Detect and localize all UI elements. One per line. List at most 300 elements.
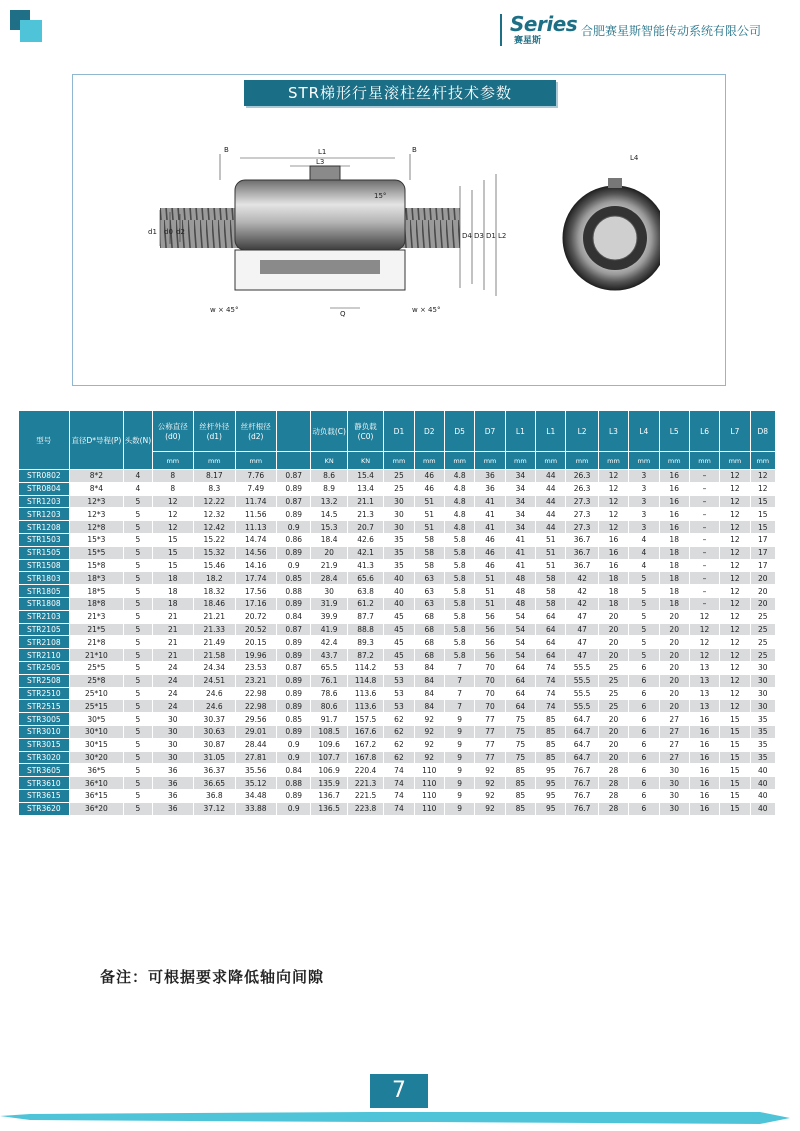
unit-cell: mm: [720, 452, 750, 470]
table-row: [19, 764, 776, 777]
table-cell: 18.32: [194, 585, 235, 598]
table-cell: 85: [505, 764, 535, 777]
table-cell: 9: [444, 738, 474, 751]
table-cell: 36.7: [566, 546, 598, 559]
table-cell: 42.4: [311, 636, 347, 649]
table-cell: 45: [384, 649, 414, 662]
model-cell: STR3015: [19, 738, 70, 751]
table-cell: 14.16: [235, 559, 276, 572]
table-cell: 35: [750, 738, 775, 751]
table-cell: 24: [152, 674, 193, 687]
table-cell: 0.88: [277, 585, 311, 598]
table-cell: 19.96: [235, 649, 276, 662]
table-cell: 21.33: [194, 623, 235, 636]
model-cell: STR3005: [19, 713, 70, 726]
table-row: [19, 508, 776, 521]
table-cell: 18: [659, 559, 689, 572]
table-cell: 5: [124, 802, 152, 815]
table-cell: 61.2: [347, 597, 383, 610]
table-cell: 64: [505, 700, 535, 713]
table-cell: 92: [475, 802, 505, 815]
table-cell: 64: [505, 674, 535, 687]
table-cell: 0.9: [277, 559, 311, 572]
table-cell: 25: [384, 470, 414, 483]
table-cell: 8.9: [311, 482, 347, 495]
table-cell: 30.87: [194, 738, 235, 751]
table-cell: 12: [720, 623, 750, 636]
table-cell: 21.21: [194, 610, 235, 623]
table-row: [19, 546, 776, 559]
table-cell: 8.17: [194, 470, 235, 483]
table-cell: 44: [536, 495, 566, 508]
table-cell: 3: [629, 508, 659, 521]
table-cell: 70: [475, 674, 505, 687]
label-l1: L1: [318, 148, 327, 156]
table-cell: 29.01: [235, 725, 276, 738]
table-cell: 30: [311, 585, 347, 598]
table-cell: 0.89: [277, 649, 311, 662]
table-cell: 5: [124, 661, 152, 674]
unit-cell: KN: [311, 452, 347, 470]
table-cell: 21: [152, 623, 193, 636]
table-cell: 54: [505, 636, 535, 649]
table-cell: 55.5: [566, 674, 598, 687]
table-cell: –: [689, 495, 719, 508]
table-cell: 167.8: [347, 751, 383, 764]
model-cell: STR2515: [19, 700, 70, 713]
table-cell: 4.8: [444, 482, 474, 495]
col-header: L6: [689, 411, 719, 452]
table-cell: 24.6: [194, 687, 235, 700]
col-header: D1: [384, 411, 414, 452]
table-cell: 16: [689, 713, 719, 726]
table-cell: 70: [475, 661, 505, 674]
model-cell: STR1508: [19, 559, 70, 572]
col-header: L5: [659, 411, 689, 452]
model-cell: STR1808: [19, 597, 70, 610]
col-header: D8: [750, 411, 775, 452]
table-cell: 76.1: [311, 674, 347, 687]
table-cell: 30: [152, 713, 193, 726]
table-cell: 89.3: [347, 636, 383, 649]
table-cell: 51: [475, 597, 505, 610]
table-cell: 20: [598, 738, 628, 751]
table-cell: 58: [536, 597, 566, 610]
table-cell: 16: [689, 738, 719, 751]
table-cell: 74: [384, 789, 414, 802]
table-cell: 36*15: [69, 789, 124, 802]
table-cell: 0.89: [277, 700, 311, 713]
unit-cell: mm: [235, 452, 276, 470]
table-row: [19, 789, 776, 802]
table-cell: 0.88: [277, 777, 311, 790]
table-cell: 41: [475, 508, 505, 521]
table-cell: 30: [152, 738, 193, 751]
table-cell: 87.7: [347, 610, 383, 623]
table-cell: 16: [659, 521, 689, 534]
model-cell: STR1208: [19, 521, 70, 534]
table-cell: 58: [414, 533, 444, 546]
table-cell: 31.05: [194, 751, 235, 764]
table-row: [19, 802, 776, 815]
col-header: 动负载(C): [311, 411, 347, 452]
table-cell: 9: [444, 725, 474, 738]
table-cell: 12: [152, 521, 193, 534]
table-cell: 47: [566, 649, 598, 662]
table-cell: 5: [124, 597, 152, 610]
table-cell: 9: [444, 777, 474, 790]
model-cell: STR3610: [19, 777, 70, 790]
table-cell: 25*10: [69, 687, 124, 700]
table-cell: 55.5: [566, 661, 598, 674]
table-cell: 9: [444, 764, 474, 777]
table-cell: 51: [536, 559, 566, 572]
table-cell: 30: [750, 661, 775, 674]
model-cell: STR1805: [19, 585, 70, 598]
unit-cell: mm: [414, 452, 444, 470]
table-cell: 30: [659, 789, 689, 802]
table-cell: 0.87: [277, 623, 311, 636]
table-cell: 8.3: [194, 482, 235, 495]
table-cell: 30: [384, 495, 414, 508]
table-cell: 27.3: [566, 495, 598, 508]
table-cell: 40: [750, 777, 775, 790]
table-cell: 5: [124, 533, 152, 546]
unit-cell: mm: [444, 452, 474, 470]
table-cell: 12: [689, 623, 719, 636]
table-cell: 20: [598, 649, 628, 662]
table-cell: 8.6: [311, 470, 347, 483]
label-d0: d0: [164, 228, 173, 236]
table-cell: 34.48: [235, 789, 276, 802]
table-cell: 41: [475, 521, 505, 534]
table-cell: 6: [629, 764, 659, 777]
table-row: [19, 623, 776, 636]
table-cell: 0.89: [277, 597, 311, 610]
table-cell: 14.74: [235, 533, 276, 546]
table-cell: 0.85: [277, 572, 311, 585]
table-cell: 30: [152, 725, 193, 738]
table-cell: 5.8: [444, 585, 474, 598]
model-cell: STR3620: [19, 802, 70, 815]
table-cell: 20.72: [235, 610, 276, 623]
table-cell: –: [689, 533, 719, 546]
table-cell: 18.2: [194, 572, 235, 585]
brand-header: [500, 12, 800, 48]
table-cell: 48: [505, 585, 535, 598]
table-cell: 18*3: [69, 572, 124, 585]
page-number: 7: [370, 1074, 428, 1108]
table-cell: 36*20: [69, 802, 124, 815]
table-cell: 46: [475, 533, 505, 546]
table-cell: 77: [475, 713, 505, 726]
table-cell: 65.6: [347, 572, 383, 585]
table-cell: 56: [475, 623, 505, 636]
model-cell: STR2103: [19, 610, 70, 623]
unit-cell: mm: [750, 452, 775, 470]
col-header: D7: [475, 411, 505, 452]
table-cell: 20: [659, 700, 689, 713]
table-row: [19, 674, 776, 687]
table-cell: 85: [536, 725, 566, 738]
table-cell: 24: [152, 687, 193, 700]
table-cell: 58: [414, 546, 444, 559]
table-cell: 8*4: [69, 482, 124, 495]
table-cell: 51: [414, 495, 444, 508]
table-cell: 7: [444, 687, 474, 700]
table-cell: 68: [414, 623, 444, 636]
unit-cell: mm: [536, 452, 566, 470]
unit-cell: mm: [505, 452, 535, 470]
table-cell: 6: [629, 802, 659, 815]
table-cell: 135.9: [311, 777, 347, 790]
table-cell: 12.42: [194, 521, 235, 534]
label-w45-right: w × 45°: [412, 306, 441, 314]
table-cell: 20: [659, 636, 689, 649]
table-cell: 15.4: [347, 470, 383, 483]
table-cell: 12: [720, 597, 750, 610]
table-cell: 220.4: [347, 764, 383, 777]
unit-cell: mm: [194, 452, 235, 470]
table-cell: 25: [598, 687, 628, 700]
label-b-right: B: [412, 146, 417, 154]
table-cell: 13: [689, 700, 719, 713]
table-cell: 62: [384, 725, 414, 738]
table-cell: 15.32: [194, 546, 235, 559]
table-cell: 12: [720, 674, 750, 687]
table-cell: 51: [414, 521, 444, 534]
table-cell: 11.56: [235, 508, 276, 521]
table-cell: 36*5: [69, 764, 124, 777]
table-cell: 221.3: [347, 777, 383, 790]
table-cell: 12.32: [194, 508, 235, 521]
table-cell: 40: [750, 802, 775, 815]
table-row: [19, 572, 776, 585]
table-cell: 30: [659, 802, 689, 815]
model-cell: STR2508: [19, 674, 70, 687]
table-cell: 12: [598, 508, 628, 521]
table-cell: 85: [536, 751, 566, 764]
table-cell: 15: [720, 738, 750, 751]
table-cell: 18: [152, 585, 193, 598]
table-cell: 47: [566, 623, 598, 636]
table-cell: 92: [414, 713, 444, 726]
table-cell: 22.98: [235, 687, 276, 700]
table-cell: 0.9: [277, 802, 311, 815]
table-cell: 12: [720, 700, 750, 713]
table-cell: 34: [505, 470, 535, 483]
table-cell: 5: [124, 789, 152, 802]
table-cell: 0.9: [277, 521, 311, 534]
table-cell: 25: [598, 661, 628, 674]
table-cell: 92: [414, 738, 444, 751]
table-row: [19, 610, 776, 623]
table-cell: 28: [598, 764, 628, 777]
table-cell: 5: [124, 559, 152, 572]
table-cell: 20: [598, 713, 628, 726]
table-cell: 15: [720, 802, 750, 815]
table-cell: 76.7: [566, 764, 598, 777]
table-cell: 11.13: [235, 521, 276, 534]
model-cell: STR1803: [19, 572, 70, 585]
table-cell: 20: [750, 585, 775, 598]
table-cell: 13: [689, 674, 719, 687]
table-cell: 167.2: [347, 738, 383, 751]
table-cell: 114.8: [347, 674, 383, 687]
table-cell: 5.8: [444, 623, 474, 636]
table-cell: 21: [152, 636, 193, 649]
table-cell: 17: [750, 559, 775, 572]
table-cell: 20: [598, 725, 628, 738]
table-row: [19, 495, 776, 508]
table-cell: 46: [414, 470, 444, 483]
table-cell: 54: [505, 610, 535, 623]
table-cell: 55.5: [566, 687, 598, 700]
table-cell: 24.34: [194, 661, 235, 674]
table-row: [19, 713, 776, 726]
table-cell: 5.8: [444, 559, 474, 572]
table-cell: 70: [475, 687, 505, 700]
table-cell: 12: [750, 482, 775, 495]
table-cell: 27.81: [235, 751, 276, 764]
unit-cell: mm: [566, 452, 598, 470]
table-cell: 64: [536, 623, 566, 636]
table-cell: 85: [505, 802, 535, 815]
table-cell: 41: [505, 533, 535, 546]
table-cell: 43.7: [311, 649, 347, 662]
table-cell: 5: [124, 495, 152, 508]
table-cell: 0.89: [277, 508, 311, 521]
table-cell: 5: [124, 623, 152, 636]
table-cell: 12: [689, 636, 719, 649]
table-cell: 56: [475, 610, 505, 623]
table-cell: 21.58: [194, 649, 235, 662]
table-cell: 5: [629, 610, 659, 623]
table-cell: 15: [152, 546, 193, 559]
table-cell: 30*10: [69, 725, 124, 738]
table-cell: 30*5: [69, 713, 124, 726]
table-cell: 74: [536, 700, 566, 713]
table-cell: 20: [598, 751, 628, 764]
table-cell: 35.12: [235, 777, 276, 790]
table-cell: 21*10: [69, 649, 124, 662]
table-cell: 46: [414, 482, 444, 495]
col-header: 丝杆根径(d2): [235, 411, 276, 452]
table-cell: 18.46: [194, 597, 235, 610]
table-cell: 56: [475, 636, 505, 649]
table-cell: 55.5: [566, 700, 598, 713]
table-cell: 68: [414, 610, 444, 623]
table-cell: 47: [566, 610, 598, 623]
table-cell: 16: [598, 546, 628, 559]
label-L2: L2: [498, 232, 507, 240]
model-cell: STR0802: [19, 470, 70, 483]
col-header: 丝杆外径(d1): [194, 411, 235, 452]
company-name: 合肥赛星斯智能传动系统有限公司: [581, 24, 762, 38]
table-cell: 22.98: [235, 700, 276, 713]
table-cell: 0.89: [277, 482, 311, 495]
model-cell: STR3020: [19, 751, 70, 764]
col-header: L3: [598, 411, 628, 452]
table-cell: 36.7: [566, 533, 598, 546]
table-cell: 12: [689, 649, 719, 662]
table-cell: 92: [475, 764, 505, 777]
table-cell: 48: [505, 572, 535, 585]
table-cell: 12: [720, 649, 750, 662]
table-cell: 20: [598, 610, 628, 623]
table-cell: 25*8: [69, 674, 124, 687]
unit-cell: KN: [347, 452, 383, 470]
table-cell: 13: [689, 661, 719, 674]
table-cell: 0.87: [277, 661, 311, 674]
table-cell: 63: [414, 597, 444, 610]
table-cell: 5.8: [444, 610, 474, 623]
table-cell: 21.9: [311, 559, 347, 572]
table-row: [19, 700, 776, 713]
table-cell: 62: [384, 751, 414, 764]
table-cell: 9: [444, 751, 474, 764]
table-cell: 30.37: [194, 713, 235, 726]
table-cell: 24: [152, 700, 193, 713]
table-cell: 6: [629, 674, 659, 687]
table-row: [19, 725, 776, 738]
table-cell: 25: [598, 700, 628, 713]
table-cell: 7: [444, 661, 474, 674]
table-cell: 68: [414, 649, 444, 662]
table-cell: 21*8: [69, 636, 124, 649]
table-cell: 27.3: [566, 521, 598, 534]
table-cell: 106.9: [311, 764, 347, 777]
table-cell: 28.44: [235, 738, 276, 751]
table-cell: 74: [384, 802, 414, 815]
table-cell: 85: [536, 738, 566, 751]
table-cell: 23.53: [235, 661, 276, 674]
col-header: 公称直径(d0): [152, 411, 193, 452]
table-cell: 25: [750, 649, 775, 662]
table-row: [19, 597, 776, 610]
table-cell: 18: [659, 585, 689, 598]
table-cell: 25: [384, 482, 414, 495]
table-cell: 167.6: [347, 725, 383, 738]
table-cell: 35: [384, 546, 414, 559]
table-cell: 4: [124, 470, 152, 483]
table-cell: 16: [598, 533, 628, 546]
table-cell: 0.86: [277, 533, 311, 546]
table-cell: 75: [505, 725, 535, 738]
table-cell: 20: [750, 572, 775, 585]
table-cell: 15.22: [194, 533, 235, 546]
table-cell: 36: [152, 777, 193, 790]
col-header: L2: [566, 411, 598, 452]
table-cell: 30: [152, 751, 193, 764]
table-cell: 80.6: [311, 700, 347, 713]
table-cell: 18: [659, 546, 689, 559]
table-cell: 84: [414, 700, 444, 713]
table-cell: 15: [750, 495, 775, 508]
table-cell: 16: [659, 482, 689, 495]
table-cell: 13.4: [347, 482, 383, 495]
table-cell: 53: [384, 687, 414, 700]
table-cell: 39.9: [311, 610, 347, 623]
divider: [500, 14, 502, 46]
table-cell: 6: [629, 700, 659, 713]
table-cell: 85: [505, 789, 535, 802]
table-cell: 15: [720, 777, 750, 790]
table-cell: 15: [720, 764, 750, 777]
table-cell: 17.16: [235, 597, 276, 610]
table-cell: 0.84: [277, 764, 311, 777]
table-cell: 8*2: [69, 470, 124, 483]
